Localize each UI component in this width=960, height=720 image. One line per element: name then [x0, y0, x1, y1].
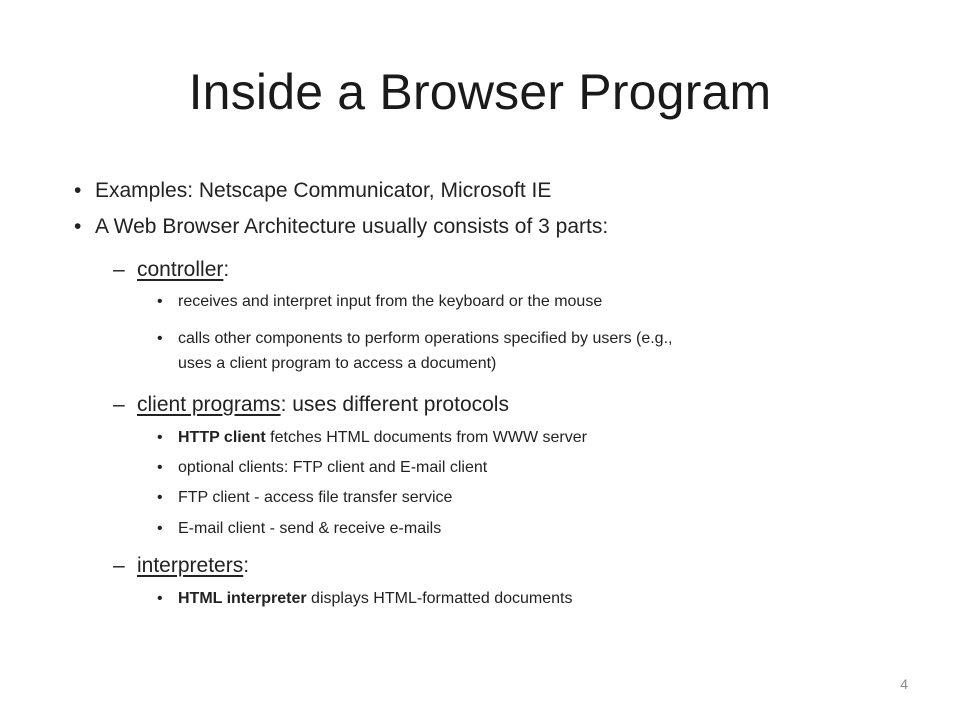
client-item-text: optional clients: FTP client and E-mail client: [178, 459, 488, 476]
client-item: [178, 457, 487, 479]
controller-label: controller: [137, 258, 224, 281]
client-programs-suffix: : uses different protocols: [280, 393, 509, 416]
interpreter-item-text: displays HTML-formatted documents: [306, 590, 573, 607]
bullet-marker: •: [74, 179, 82, 202]
bullet-marker: •: [157, 520, 163, 537]
interpreter-item-bold: HTML interpreter: [178, 590, 307, 607]
bullet-marker: •: [74, 215, 82, 238]
bullet-examples: Examples: Netscape Communicator, Microsoft IE: [95, 179, 552, 202]
dash-marker: –: [113, 393, 125, 416]
controller-item-continued: uses a client program to access a document): [178, 355, 497, 372]
interpreters-suffix: :: [243, 554, 250, 577]
bullet-marker: •: [157, 293, 163, 310]
bullet-marker: •: [157, 590, 163, 607]
interpreters-label: interpreters: [137, 554, 244, 577]
bullet-marker: •: [157, 429, 163, 446]
subheading-client-programs: [137, 392, 509, 418]
bullet-architecture: A Web Browser Architecture usually consists of 3 parts:: [95, 215, 609, 238]
bullet-marker: •: [157, 459, 163, 476]
controller-item: receives and interpret input from the keyboard or the mouse: [178, 293, 603, 310]
dash-marker: –: [113, 554, 125, 577]
client-item-text: FTP client - access file transfer service: [178, 489, 453, 506]
client-item: [178, 487, 452, 509]
controller-suffix: :: [223, 258, 230, 281]
client-item: [178, 427, 587, 449]
controller-item: calls other components to perform operations specified by users (e.g.,: [178, 330, 673, 347]
subheading-interpreters: [137, 553, 249, 579]
dash-marker: –: [113, 258, 125, 281]
slide-title: Inside a Browser Program: [188, 64, 772, 120]
client-programs-label: client programs: [137, 393, 281, 416]
page-number: 4: [900, 676, 908, 692]
client-item: [178, 518, 441, 540]
subheading-controller: [137, 257, 229, 283]
client-item-text: E-mail client - send & receive e-mails: [178, 520, 442, 537]
client-item-text: fetches HTML documents from WWW server: [265, 429, 587, 446]
bullet-marker: •: [157, 330, 163, 347]
client-item-bold: HTTP client: [178, 429, 266, 446]
bullet-marker: •: [157, 489, 163, 506]
interpreter-item: [178, 588, 572, 610]
